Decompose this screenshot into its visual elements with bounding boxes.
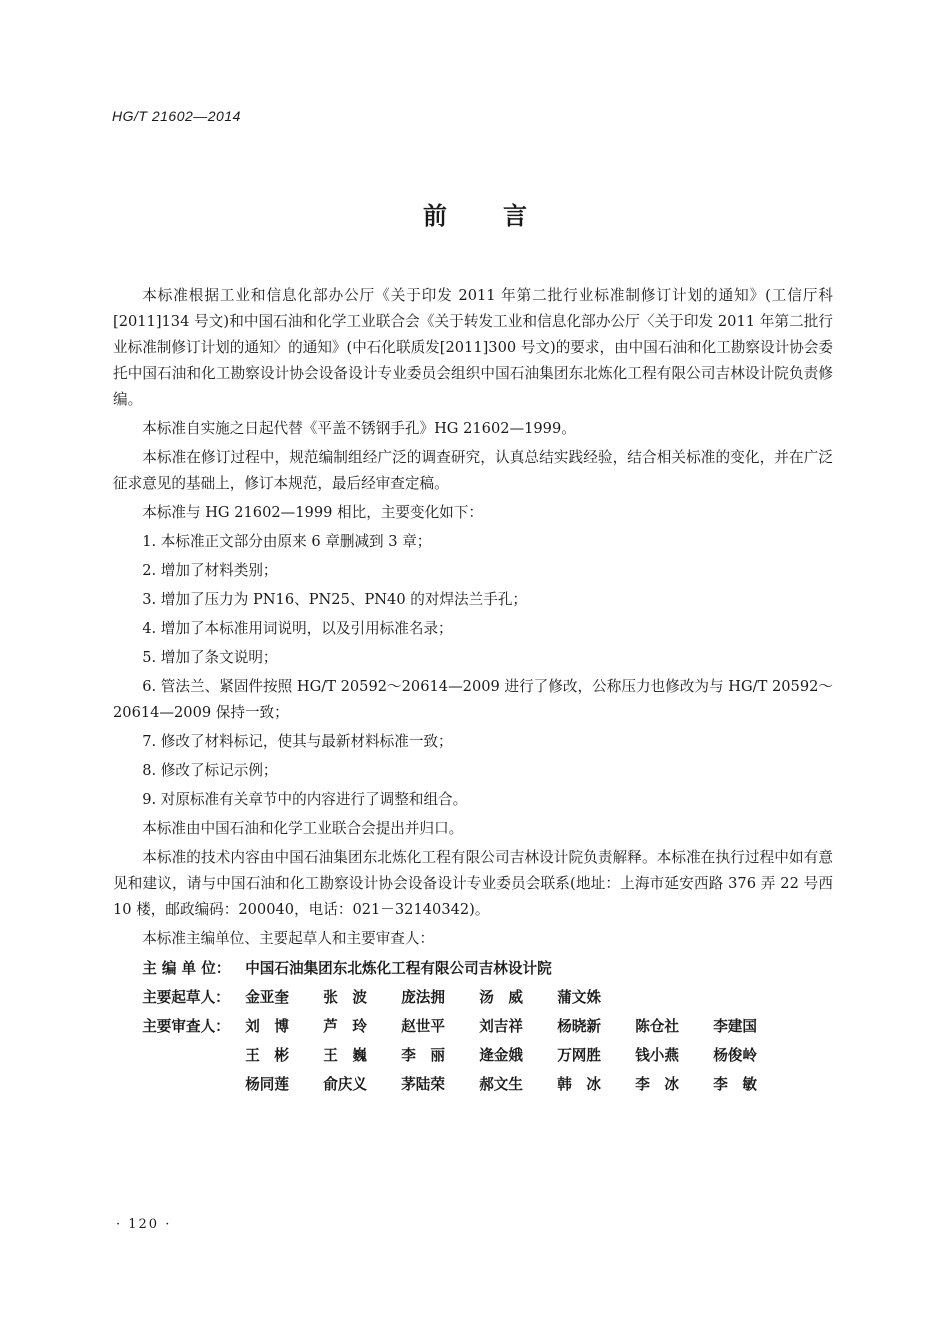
reviewer-name: 俞庆义 xyxy=(323,1076,367,1093)
reviewer-name: 刘 博 xyxy=(245,1018,289,1035)
drafter-name: 金亚奎 xyxy=(245,989,289,1006)
drafter-name: 张 波 xyxy=(323,989,367,1006)
change-item: 4. 增加了本标准用词说明，以及引用标准名录； xyxy=(142,620,453,637)
reviewer-name: 芦 玲 xyxy=(323,1018,367,1035)
change-item: 8. 修改了标记示例； xyxy=(142,762,278,779)
reviewers-row xyxy=(113,1043,833,1069)
change-item: 5. 增加了条文说明； xyxy=(142,649,278,666)
paragraph-changes-intro: 本标准与 HG 21602—1999 相比，主要变化如下： xyxy=(142,504,483,521)
drafter-name: 庞法拥 xyxy=(401,989,445,1006)
drafters-label: 主要起草人： xyxy=(142,989,230,1006)
reviewer-name: 郝文生 xyxy=(479,1076,523,1093)
page-number: · 120 · xyxy=(116,1217,172,1232)
paragraph-people-intro: 本标准主编单位、主要起草人和主要审查人： xyxy=(142,930,435,947)
reviewer-name: 逄金娥 xyxy=(479,1047,523,1064)
reviewer-name: 王 彬 xyxy=(245,1047,289,1064)
paragraph-replaces: 本标准自实施之日起代替《平盖不锈钢手孔》HG 21602—1999。 xyxy=(142,420,576,437)
reviewer-name: 茅陆荣 xyxy=(401,1076,445,1093)
reviewer-name: 李建国 xyxy=(713,1018,757,1035)
change-item: 3. 增加了压力为 PN16、PN25、PN40 的对焊法兰手孔； xyxy=(142,591,528,608)
change-item: 6. 管法兰、紧固件按照 HG/T 20592～20614—2009 进行了修改，公称压力也修改为与 HG/T 20592～20614—2009 保持一致； xyxy=(113,678,833,721)
drafter-name: 汤 威 xyxy=(479,989,523,1006)
change-item: 2. 增加了材料类别； xyxy=(142,562,278,579)
paragraph-contact: 本标准的技术内容由中国石油集团东北炼化工程有限公司吉林设计院负责解释。本标准在执行过程中如有意见和建议，请与中国石油和化工勘察设计协会设备设计专业委员会联系(地址：上海市延安西路 376 弄 22 号西 10 楼，邮政编码：200040，电话：021－32140342)。 xyxy=(113,849,833,918)
page-title: 前言 xyxy=(423,202,583,230)
reviewer-name: 王 巍 xyxy=(323,1047,367,1064)
reviewer-name: 赵世平 xyxy=(401,1018,445,1035)
reviewer-name: 李 冰 xyxy=(635,1076,679,1093)
reviewer-name: 杨俊岭 xyxy=(713,1047,757,1064)
chief-unit-row xyxy=(113,956,833,982)
reviewer-name: 杨同莲 xyxy=(245,1076,289,1093)
change-item: 1. 本标准正文部分由原来 6 章删减到 3 章； xyxy=(142,533,432,550)
preface-body xyxy=(113,283,833,1101)
reviewer-name: 韩 冰 xyxy=(557,1076,601,1093)
reviewer-name: 刘吉祥 xyxy=(479,1018,523,1035)
standard-code-header: HG/T 21602—2014 xyxy=(112,108,241,124)
reviewers-label: 主要审查人： xyxy=(142,1018,230,1035)
paragraph-basis: 本标准根据工业和信息化部办公厅《关于印发 2011 年第二批行业标准制修订计划的通知》(工信厅科[2011]134 号文)和中国石油和化学工业联合会《关于转发工业和信息化部办公厅〈关于印发 2011 年第二批行业标准制修订计划的通知〉的通知》(中石化联质发[2011]300 号文)的要求，由中国石油和化工勘察设计协会委托中国石油和化工勘察设计协会设备设计专业委员会组织中国石油集团东北炼化工程有限公司吉林设计院负责修编。 xyxy=(113,287,833,408)
chief-unit-label: 主 编 单 位： xyxy=(142,960,231,977)
drafter-name: 蒲文姝 xyxy=(557,989,601,1006)
reviewer-name: 钱小燕 xyxy=(635,1047,679,1064)
reviewers-row xyxy=(113,1014,833,1040)
reviewer-name: 杨晓新 xyxy=(557,1018,601,1035)
people-list xyxy=(113,956,833,1098)
reviewer-name: 万网胜 xyxy=(557,1047,601,1064)
reviewer-name: 李 丽 xyxy=(401,1047,445,1064)
drafters-row xyxy=(113,985,833,1011)
reviewer-name: 李 敏 xyxy=(713,1076,757,1093)
paragraph-proposer: 本标准由中国石油和化学工业联合会提出并归口。 xyxy=(142,820,464,837)
paragraph-revision-process: 本标准在修订过程中，规范编制组经广泛的调查研究，认真总结实践经验，结合相关标准的变化，并在广泛征求意见的基础上，修订本规范，最后经审查定稿。 xyxy=(113,449,833,492)
chief-unit-name: 中国石油集团东北炼化工程有限公司吉林设计院 xyxy=(245,960,552,977)
reviewer-name: 陈仓社 xyxy=(635,1018,679,1035)
change-item: 9. 对原标准有关章节中的内容进行了调整和组合。 xyxy=(142,791,468,808)
change-item: 7. 修改了材料标记，使其与最新材料标准一致； xyxy=(142,733,453,750)
reviewers-row xyxy=(113,1072,833,1098)
